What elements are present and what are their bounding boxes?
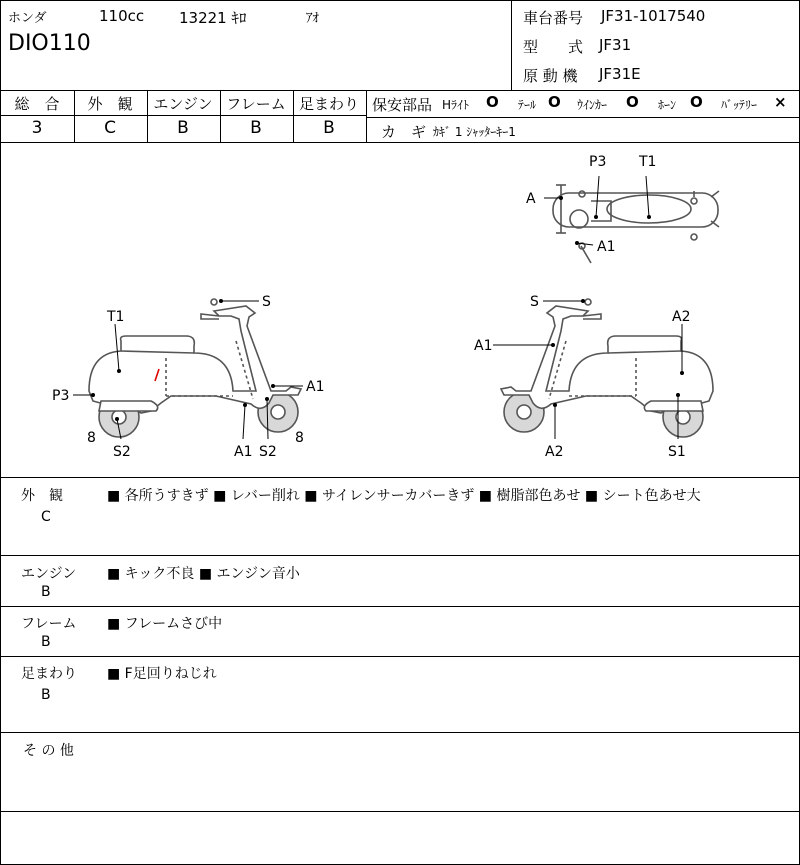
label-top-a: A [526, 191, 536, 207]
grade-frame-label: フレーム [226, 95, 286, 113]
label-left-s2a: S2 [113, 444, 131, 460]
detail-other-label: そ の 他 [23, 743, 74, 759]
engine-label: 原 動 機 [523, 67, 578, 85]
safety-horn-mark: O [690, 93, 703, 111]
model-name: DIO110 [8, 31, 91, 56]
key-value: ｶｷﾞ 1 ｼｬｯﾀｰｷｰ1 [433, 125, 516, 139]
displacement: 110cc [99, 7, 145, 25]
detail-frame-label: フレーム [21, 616, 77, 632]
label-left-s2b: S2 [259, 444, 277, 460]
label-right-a2-top: A2 [672, 309, 691, 325]
grade-total-label: 総 合 [14, 95, 60, 113]
body-color: ｱｵ [306, 11, 319, 26]
chassis-value: JF31-1017540 [601, 7, 706, 25]
label-top-t1: T1 [639, 154, 657, 170]
safety-headlight: Hﾗｲﾄ [442, 98, 470, 112]
grade-suspension-label: 足まわり [298, 95, 359, 113]
detail-frame-grade: B [41, 634, 51, 650]
label-left-p3: P3 [52, 388, 70, 404]
label-left-a1-arrow: A1 [306, 379, 325, 395]
detail-exterior-grade: C [41, 509, 51, 525]
label-left-s: S [262, 294, 271, 310]
safety-winker-mark: O [626, 93, 639, 111]
engine-value: JF31E [599, 65, 641, 83]
grade-engine-label: エンジン [153, 95, 213, 113]
damage-diagram [1, 143, 799, 477]
label-left-t1: T1 [107, 309, 125, 325]
key-label: カ ギ [381, 123, 427, 141]
safety-battery-mark: × [774, 93, 787, 111]
safety-battery: ﾊﾞｯﾃﾘｰ [721, 98, 758, 112]
chassis-label: 車台番号 [523, 9, 584, 27]
scooter-top-view [553, 185, 719, 263]
label-right-s: S [530, 294, 539, 310]
safety-winker: ｳｲﾝｶｰ [577, 98, 608, 112]
detail-engine-grade: B [41, 584, 51, 600]
safety-tail-mark: O [548, 93, 561, 111]
safety-label: 保安部品 [372, 96, 433, 114]
label-right-a1: A1 [474, 338, 493, 354]
safety-headlight-mark: O [486, 93, 499, 111]
detail-engine-notes: ■ キック不良 ■ エンジン音小 [107, 566, 300, 582]
detail-suspension-label: 足まわり [21, 666, 77, 682]
mileage: 13221 ｷﾛ [179, 9, 247, 27]
type-value: JF31 [599, 36, 632, 54]
type-label: 型 式 [523, 38, 584, 56]
label-top-a1: A1 [597, 239, 616, 255]
detail-exterior-label: 外 観 [21, 488, 63, 504]
grade-exterior-label: 外 観 [87, 95, 133, 113]
label-top-p3: P3 [589, 154, 607, 170]
label-left-a1: A1 [234, 444, 253, 460]
safety-horn: ﾎｰﾝ [658, 98, 677, 112]
header-divider [511, 1, 512, 90]
grade-total-value: 3 [31, 118, 43, 138]
grade-frame-value: B [250, 118, 262, 138]
label-left-8a: 8 [87, 430, 96, 446]
detail-suspension-notes: ■ F足回りねじれ [107, 666, 217, 682]
safety-tail: ﾃｰﾙ [518, 98, 537, 112]
maker: ホンダ [8, 11, 47, 26]
detail-suspension-grade: B [41, 687, 51, 703]
detail-engine-label: エンジン [21, 566, 77, 582]
detail-frame-notes: ■ フレームさび中 [107, 616, 223, 632]
label-left-8b: 8 [295, 430, 304, 446]
label-right-a2: A2 [545, 444, 564, 460]
grade-suspension-value: B [323, 118, 335, 138]
label-right-s1: S1 [668, 444, 686, 460]
grade-engine-value: B [177, 118, 189, 138]
grade-exterior-value: C [104, 118, 116, 138]
rule [1, 90, 799, 91]
detail-exterior-notes: ■ 各所うすきず ■ レバー削れ ■ サイレンサーカバーきず ■ 樹脂部色あせ ■ シート色あせ大 [107, 488, 701, 504]
